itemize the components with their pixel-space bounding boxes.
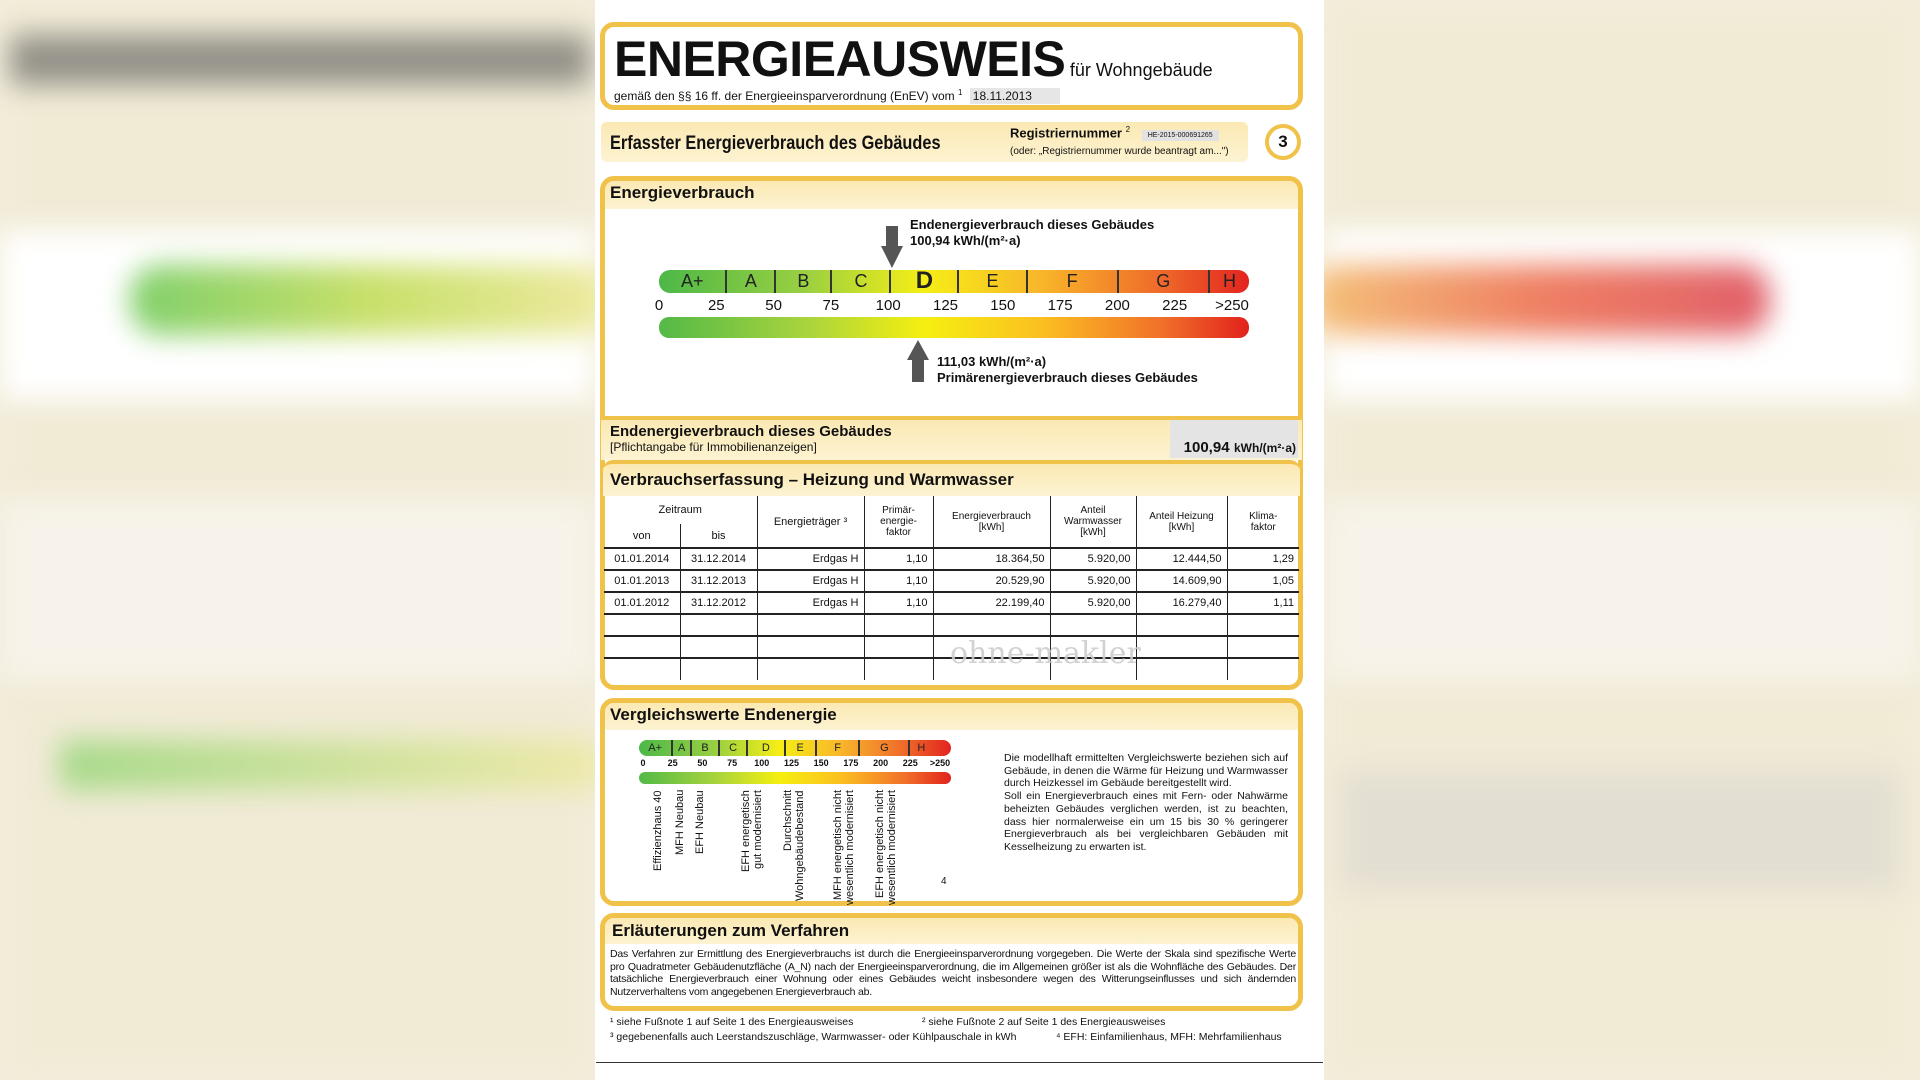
class-b: B xyxy=(692,740,720,756)
class-g: G xyxy=(860,740,910,756)
tick-label: >250 xyxy=(929,758,951,768)
table-cell xyxy=(680,614,757,636)
class-h: H xyxy=(1223,271,1236,291)
primary-energy-value: 111,03 kWh/(m²·a) xyxy=(937,354,1047,369)
tick-label: 25 xyxy=(707,297,725,314)
energy-gradient-bar xyxy=(659,317,1249,338)
tick-label: 200 xyxy=(1104,297,1130,314)
table-cell xyxy=(1050,614,1136,636)
table-cell: Erdgas H xyxy=(757,570,864,592)
footnote-4: ⁴ EFH: Einfamilienhaus, MFH: Mehrfamilienhaus xyxy=(1056,1031,1282,1043)
header-von: von xyxy=(632,529,651,542)
header-primaerfaktor: Primär- energie- faktor xyxy=(864,496,933,548)
table-cell: 1,05 xyxy=(1227,570,1299,592)
table-cell xyxy=(864,636,933,658)
footnote-1: ¹ siehe Fußnote 1 auf Seite 1 des Energieausweises xyxy=(610,1016,854,1028)
blurred-text-right xyxy=(1340,770,1900,890)
table-cell xyxy=(604,636,680,658)
table-cell xyxy=(680,636,757,658)
footnote-2: ² siehe Fußnote 2 auf Seite 1 des Energieausweises xyxy=(922,1016,1166,1028)
table-cell: Erdgas H xyxy=(757,548,864,570)
legal-line xyxy=(614,88,1060,103)
footnote-3: ³ gegebenenfalls auch Leerstandszuschläge, Warmwasser- oder Kühlpauschale in kWh xyxy=(610,1031,1017,1043)
section-title: Erfasster Energieverbrauch des Gebäudes xyxy=(610,133,941,154)
table-cell xyxy=(1136,636,1227,658)
empty-table-row xyxy=(604,614,1299,636)
table-cell: 14.609,90 xyxy=(1136,570,1227,592)
table-cell xyxy=(864,658,933,680)
table-cell xyxy=(604,614,680,636)
table-cell xyxy=(604,658,680,680)
consumption-title: Verbrauchserfassung – Heizung und Warmwasser xyxy=(610,470,1014,489)
page-title: ENERGIEAUSWEIS xyxy=(614,31,1066,87)
issue-date: 18.11.2013 xyxy=(970,88,1060,104)
explanation-title: Erläuterungen zum Verfahren xyxy=(612,921,850,940)
comparison-label: MFH energetisch nicht wesentlich modernisiert xyxy=(832,790,856,905)
tick-label: 125 xyxy=(783,758,800,768)
class-a: A xyxy=(727,270,776,293)
header-warmwasser: Anteil Warmwasser [kWh] xyxy=(1050,496,1136,548)
page-number: 3 xyxy=(1278,132,1288,151)
table-cell: 31.12.2012 xyxy=(680,592,757,614)
table-cell: 5.920,00 xyxy=(1050,548,1136,570)
reg-label-row xyxy=(1010,125,1219,140)
comparison-label: Durchschnitt Wohngebäudebestand xyxy=(782,790,806,901)
primary-energy-annotation xyxy=(937,354,1198,386)
blurred-title xyxy=(10,35,590,85)
page-subtitle: für Wohngebäude xyxy=(1069,60,1213,80)
header-bis: bis xyxy=(680,524,757,548)
comparison-class-scale xyxy=(639,740,951,756)
energy-class-scale xyxy=(659,270,1249,293)
class-c: C xyxy=(832,270,891,293)
footnote-ref: 1 xyxy=(957,88,963,97)
reg-label: Registriernummer xyxy=(1010,125,1122,141)
tick-label: 225 xyxy=(902,758,918,768)
comparison-label: MFH Neubau xyxy=(674,790,686,856)
bottom-rule xyxy=(596,1062,1323,1063)
tick-label: 175 xyxy=(1047,297,1073,314)
primary-energy-label: Primärenergieverbrauch dieses Gebäudes xyxy=(937,370,1198,385)
comparison-label: Effizienzhaus 40 xyxy=(652,790,664,871)
footnote-ref: 2 xyxy=(1125,125,1131,134)
table-cell xyxy=(757,614,864,636)
mandatory-title: Endenergieverbrauch dieses Gebäudes xyxy=(610,423,892,440)
table-cell: 5.920,00 xyxy=(1050,570,1136,592)
tick-label: 50 xyxy=(697,758,708,768)
mandatory-text xyxy=(610,423,892,454)
mandatory-value: 100,94 xyxy=(1183,439,1230,456)
comparison-label: EFH energetisch nicht wesentlich modernisiert xyxy=(874,790,898,905)
class-d: D xyxy=(748,740,785,756)
comparison-gradient-bar xyxy=(639,772,951,784)
comparison-text-1: Die modellhaft ermittelten Vergleichswerte beziehen sich auf Gebäude, in denen die Wärme für Heizung und Warmwasser durch Heizkessel im Gebäude bereitgestellt wird. xyxy=(1004,752,1288,790)
table-cell xyxy=(1227,636,1299,658)
class-f: F xyxy=(817,740,861,756)
table-cell: 5.920,00 xyxy=(1050,592,1136,614)
energy-title: Energieverbrauch xyxy=(610,183,755,202)
class-e: E xyxy=(786,740,817,756)
comparison-text xyxy=(1004,752,1288,854)
tick-label: 150 xyxy=(813,758,829,768)
scale-ticks xyxy=(654,297,1249,315)
tick-label: 225 xyxy=(1162,297,1188,314)
table-cell: 1,11 xyxy=(1227,592,1299,614)
tick-label: 75 xyxy=(822,297,840,314)
header-zeitraum: Zeitraum xyxy=(658,504,702,516)
tick-label: 0 xyxy=(640,758,646,768)
class-aplus: A+ xyxy=(639,740,673,756)
table-row xyxy=(604,548,1299,570)
table-cell: 31.12.2014 xyxy=(680,548,757,570)
end-energy-annotation xyxy=(910,217,1154,249)
title-row xyxy=(614,30,1213,88)
table-cell xyxy=(1136,658,1227,680)
header-energieverbrauch: Energieverbrauch [kWh] xyxy=(933,496,1050,548)
header-energietraeger: Energieträger ³ xyxy=(757,496,864,548)
table-cell xyxy=(1136,614,1227,636)
class-f: F xyxy=(1028,270,1119,293)
table-cell xyxy=(680,658,757,680)
table-cell: Erdgas H xyxy=(757,592,864,614)
class-aplus: A+ xyxy=(659,270,727,293)
table-cell xyxy=(933,614,1050,636)
table-cell: 18.364,50 xyxy=(933,548,1050,570)
blurred-scale-left-2 xyxy=(60,740,600,790)
table-cell: 1,10 xyxy=(864,570,933,592)
blurred-table-right xyxy=(1324,500,1920,680)
header-klimafaktor: Klima- faktor xyxy=(1227,496,1299,548)
watermark: ohne-makler xyxy=(950,636,1141,671)
tick-label: 50 xyxy=(765,297,782,314)
reg-note: (oder: „Registriernummer wurde beantragt am...") xyxy=(1010,146,1229,157)
tick-label: >250 xyxy=(1215,297,1249,314)
tick-label: 25 xyxy=(667,758,678,768)
table-cell xyxy=(864,614,933,636)
header-heizung: Anteil Heizung [kWh] xyxy=(1136,496,1227,548)
tick-label: 125 xyxy=(932,297,959,314)
footnote-ref-4: 4 xyxy=(941,876,947,887)
table-cell: 16.279,40 xyxy=(1136,592,1227,614)
class-e: E xyxy=(959,270,1027,293)
comparison-ticks xyxy=(640,758,951,770)
tick-label: 100 xyxy=(754,758,770,768)
blurred-table-left xyxy=(0,500,595,680)
table-cell: 1,10 xyxy=(864,592,933,614)
table-cell: 12.444,50 xyxy=(1136,548,1227,570)
explanation-text: Das Verfahren zur Ermittlung des Energieverbrauchs ist durch die Energieeinsparverordnung vorgegeben. Die Werte der Skala sind spezifische Werte pro Quadratmeter Gebäudenutzfläche (A_N) nach der Energieeinsparverordnung, die im Allgemeinen größer ist als die Wohnfläche des Gebäudes. Der tatsächliche Energieverbrauch einer Wohnung oder eines Gebäudes weicht insbesondere wegen des Witterungseinflusses und sich ändernden Nutzerverhaltens vom angegebenen Energieverbrauch ab. xyxy=(610,948,1296,998)
tick-label: 175 xyxy=(843,758,859,768)
table-cell xyxy=(757,636,864,658)
class-h: H xyxy=(917,742,926,754)
tick-label: 100 xyxy=(875,297,901,314)
table-cell: 31.12.2013 xyxy=(680,570,757,592)
mandatory-note: [Pflichtangabe für Immobilienanzeigen] xyxy=(610,440,817,454)
table-cell: 20.529,90 xyxy=(933,570,1050,592)
class-d: D xyxy=(891,270,959,293)
class-b: B xyxy=(776,270,832,293)
class-g: G xyxy=(1119,270,1210,293)
table-cell: 01.01.2013 xyxy=(614,575,670,587)
primary-energy-arrow-icon xyxy=(907,340,929,382)
table-cell xyxy=(1227,614,1299,636)
mandatory-value-box xyxy=(1170,420,1298,458)
blurred-scale-left xyxy=(130,265,610,335)
tick-label: 150 xyxy=(990,297,1016,314)
table-cell xyxy=(1227,658,1299,680)
end-energy-value: 100,94 kWh/(m²·a) xyxy=(910,233,1021,248)
end-energy-arrow-icon xyxy=(881,226,903,268)
end-energy-label: Endenergieverbrauch dieses Gebäudes xyxy=(910,217,1155,232)
table-cell: 1,10 xyxy=(864,548,933,570)
table-cell: 1,29 xyxy=(1227,548,1299,570)
comparison-label: EFH Neubau xyxy=(694,790,706,854)
tick-label: 200 xyxy=(873,758,889,768)
reg-number: HE-2015-000691265 xyxy=(1142,130,1219,141)
table-cell xyxy=(757,658,864,680)
table-row xyxy=(604,592,1299,614)
class-a: A xyxy=(673,740,692,756)
comparison-text-2: Soll ein Energieverbrauch eines mit Fern- oder Nahwärme beheizten Gebäudes verglichen werden, ist zu beachten, dass hier normalerweise ein um 15 bis 30 % geringerer Energieverbrauch als bei vergleichbaren Gebäuden mit Kesselheizung zu erwarten ist. xyxy=(1004,790,1288,853)
table-cell: 01.01.2014 xyxy=(614,553,670,565)
table-cell: 22.199,40 xyxy=(933,592,1050,614)
tick-label: 0 xyxy=(654,297,664,314)
page-number-badge xyxy=(1265,124,1301,160)
comparison-label: EFH energetisch gut modernisiert xyxy=(740,790,764,872)
class-c: C xyxy=(720,740,748,756)
mandatory-unit: kWh/(m²·a) xyxy=(1234,441,1296,455)
table-row xyxy=(604,570,1299,592)
tick-label: 75 xyxy=(727,758,738,768)
legal-text: gemäß den §§ 16 ff. der Energieeinsparverordnung (EnEV) vom xyxy=(614,89,955,103)
blurred-scale-right xyxy=(1310,265,1770,335)
table-cell: 01.01.2012 xyxy=(614,597,670,609)
comparison-title: Vergleichswerte Endenergie xyxy=(610,705,837,724)
